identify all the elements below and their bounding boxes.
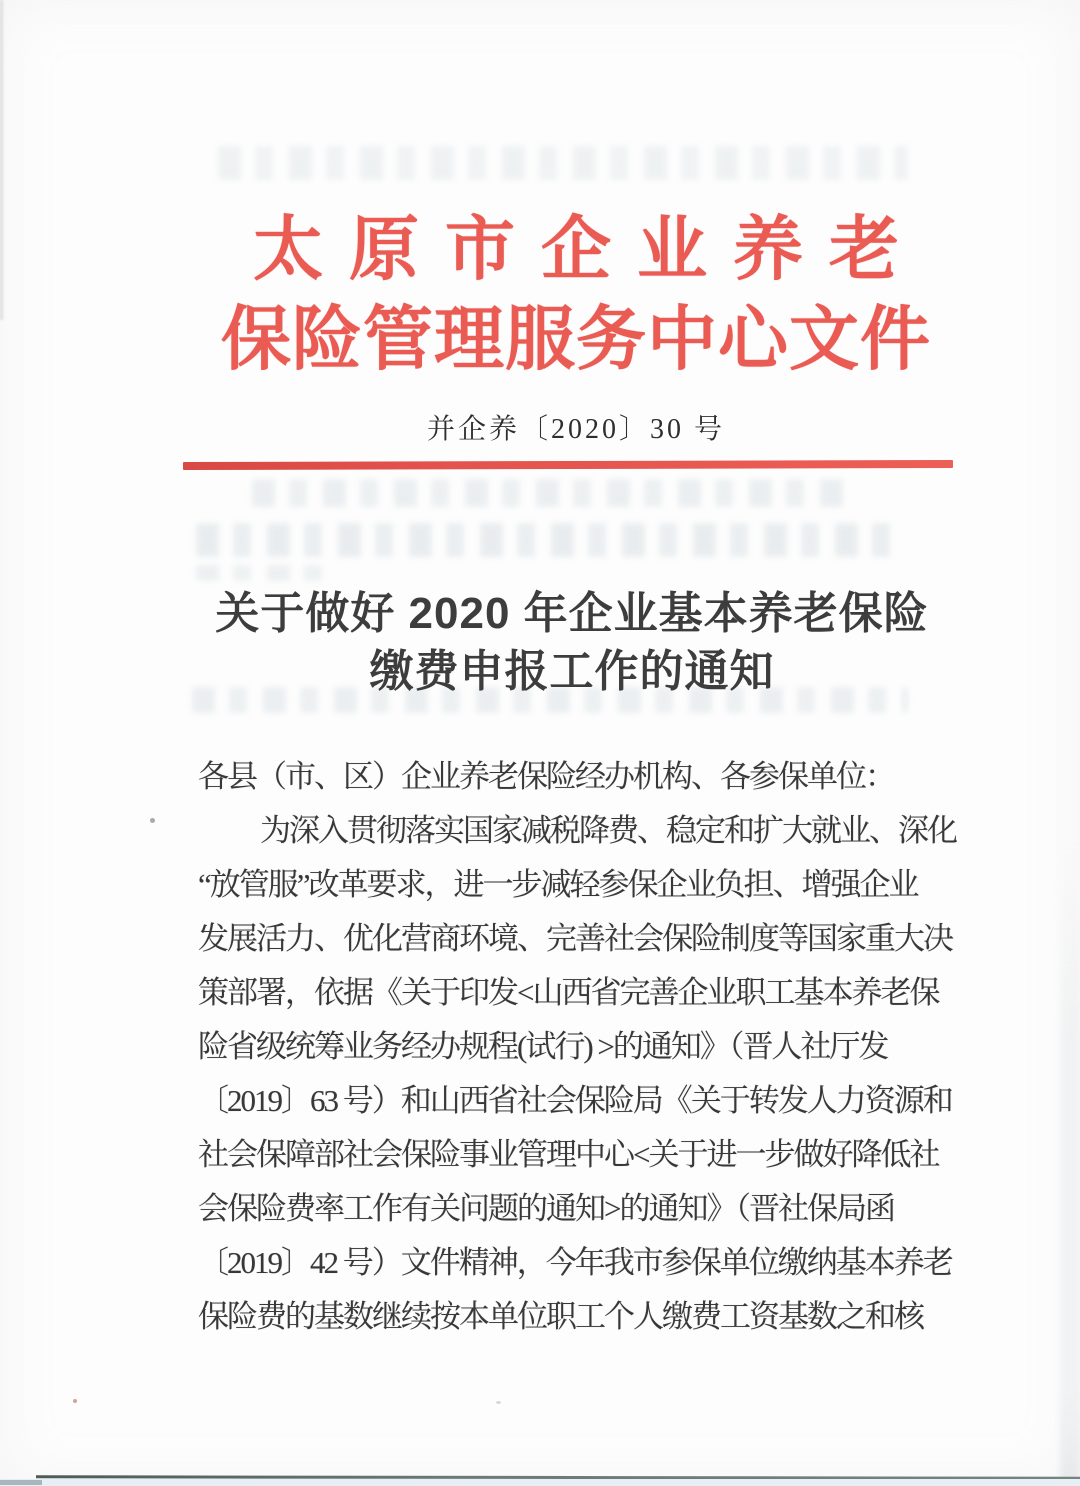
body-line: 策部署，依据《关于印发<山西省完善企业职工基本养老保	[198, 975, 939, 1010]
scan-speck	[73, 1399, 77, 1403]
scan-bottom-strip	[0, 1479, 1080, 1486]
salutation-line: 各县（市、区）企业养老保险经办机构、各参保单位：	[198, 759, 894, 794]
body-line: 发展活力、优化营商环境、完善社会保险制度等国家重大决	[198, 921, 952, 956]
body-line: 险省级统筹业务经办规程(试行) >的通知》（晋人社厅发	[198, 1029, 888, 1064]
document-title-line2: 缴费申报工作的通知	[369, 647, 775, 696]
body-line: 为深入贯彻落实国家减税降费、稳定和扩大就业、深化	[260, 813, 956, 848]
body-line: 会保险费率工作有关问题的通知>的通知》（晋社保局函	[198, 1191, 894, 1226]
body-line: 社会保障部社会保险事业管理中心<关于进一步做好降低社	[198, 1137, 939, 1172]
body-line: 〔2019〕63 号）和山西省社会保险局《关于转发人力资源和	[198, 1083, 952, 1118]
scan-speck	[496, 1401, 501, 1404]
document-reference-number: 并企养〔2020〕30 号	[426, 414, 725, 445]
scan-right-edge-streak	[1060, 840, 1080, 1486]
letterhead-divider-rule	[183, 460, 953, 470]
bleed-through-band	[252, 479, 852, 507]
scan-left-edge-shade	[0, 0, 3, 320]
document-title	[64, 585, 1080, 701]
bleed-through-band	[196, 523, 892, 557]
body-line: 〔2019〕42 号）文件精神，今年我市参保单位缴纳基本养老	[198, 1245, 952, 1280]
bleed-through-band	[196, 565, 336, 581]
scan-speck	[150, 818, 155, 823]
document-title-line1: 关于做好 2020 年企业基本养老保险	[215, 589, 929, 638]
scan-bottom-left-notch	[0, 1480, 42, 1485]
letterhead-org-name-line1: 太原市企业养老	[253, 212, 925, 289]
bleed-through-band	[218, 146, 908, 180]
document-body	[198, 750, 960, 1344]
body-line: 保险费的基数继续按本单位职工个人缴费工资基数之和核	[198, 1299, 923, 1334]
body-line: “放管服”改革要求，进一步减轻参保企业负担、增强企业	[198, 867, 918, 902]
letterhead-org-name-line2: 保险管理服务中心文件	[221, 302, 931, 379]
